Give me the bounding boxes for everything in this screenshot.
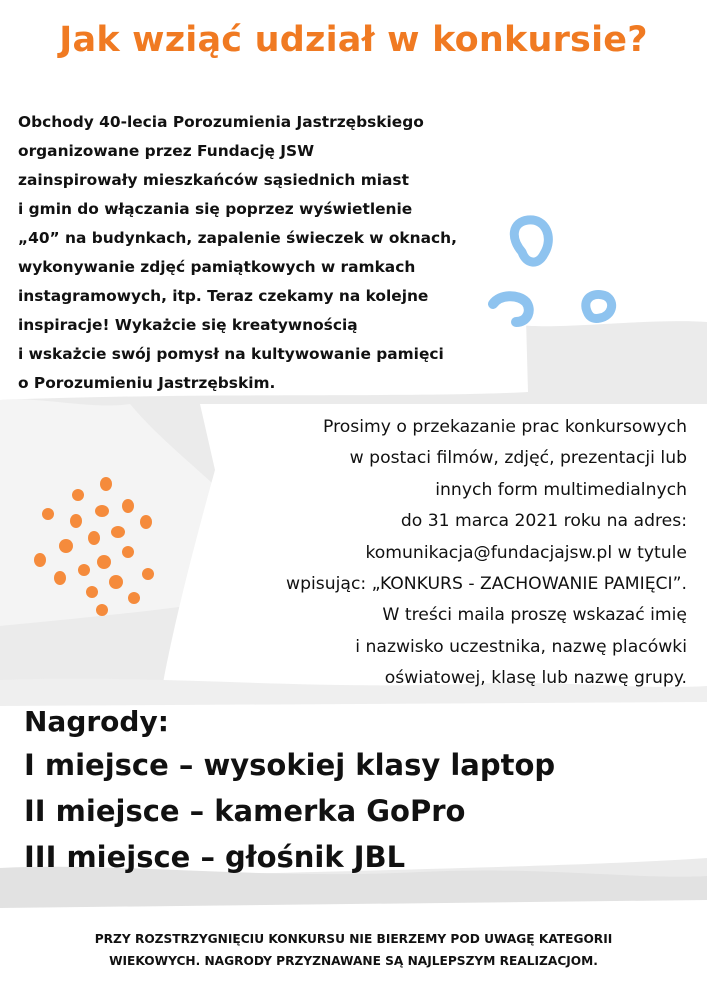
- prizes-heading: Nagrody:: [24, 705, 169, 738]
- intro-line: instagramowych, itp. Teraz czekamy na kolejne: [18, 287, 429, 305]
- intro-line: Obchody 40-lecia Porozumienia Jastrzębskiego: [18, 113, 424, 131]
- footer-line: PRZY ROZSTRZYGNIĘCIU KONKURSU NIE BIERZEMY POD UWAGĘ KATEGORII: [94, 932, 613, 946]
- intro-line: wykonywanie zdjęć pamiątkowych w ramkach: [18, 258, 416, 276]
- footer-line: WIEKOWYCH. NAGRODY PRZYZNAWANE SĄ NAJLEPSZYM REALIZACJOM.: [109, 954, 598, 968]
- intro-line: i wskażcie swój pomysł na kultywowanie pamięci: [18, 345, 444, 363]
- submission-line: i nazwisko uczestnika, nazwę placówki: [355, 636, 687, 657]
- submission-email-line: komunikacja@fundacjajsw.pl w tytule: [365, 542, 687, 563]
- intro-line: zainspirowały mieszkańców sąsiednich miast: [18, 171, 409, 189]
- submission-line: oświatowej, klasę lub nazwę grupy.: [384, 668, 687, 689]
- footer-note: [0, 928, 707, 972]
- prize-first-place: I miejsce – wysokiej klasy laptop: [24, 748, 556, 782]
- submission-line: W treści maila proszę wskazać imię: [382, 605, 687, 626]
- intro-line: organizowane przez Fundację JSW: [18, 142, 315, 160]
- submission-line: do 31 marca 2021 roku na adres:: [400, 511, 687, 532]
- submission-line: innych form multimedialnych: [435, 479, 687, 500]
- page-title: Jak wziąć udział w konkursie?: [59, 20, 648, 60]
- prize-third-place: III miejsce – głośnik JBL: [24, 840, 406, 874]
- submission-line: w postaci filmów, zdjęć, prezentacji lub: [349, 448, 687, 469]
- intro-paragraph: [18, 108, 518, 398]
- intro-line: „40” na budynkach, zapalenie świeczek w oknach,: [18, 229, 457, 247]
- intro-line: i gmin do włączania się poprzez wyświetlenie: [18, 200, 413, 218]
- prizes-section: [24, 702, 684, 880]
- intro-line: inspiracje! Wykażcie się kreatywnością: [18, 316, 358, 334]
- submission-line: wpisując: „KONKURS - ZACHOWANIE PAMIĘCI”.: [286, 574, 687, 595]
- submission-instructions: [167, 412, 687, 695]
- prize-second-place: II miejsce – kamerka GoPro: [24, 794, 466, 828]
- submission-line: Prosimy o przekazanie prac konkursowych: [323, 417, 687, 437]
- intro-line: o Porozumieniu Jastrzębskim.: [18, 374, 276, 392]
